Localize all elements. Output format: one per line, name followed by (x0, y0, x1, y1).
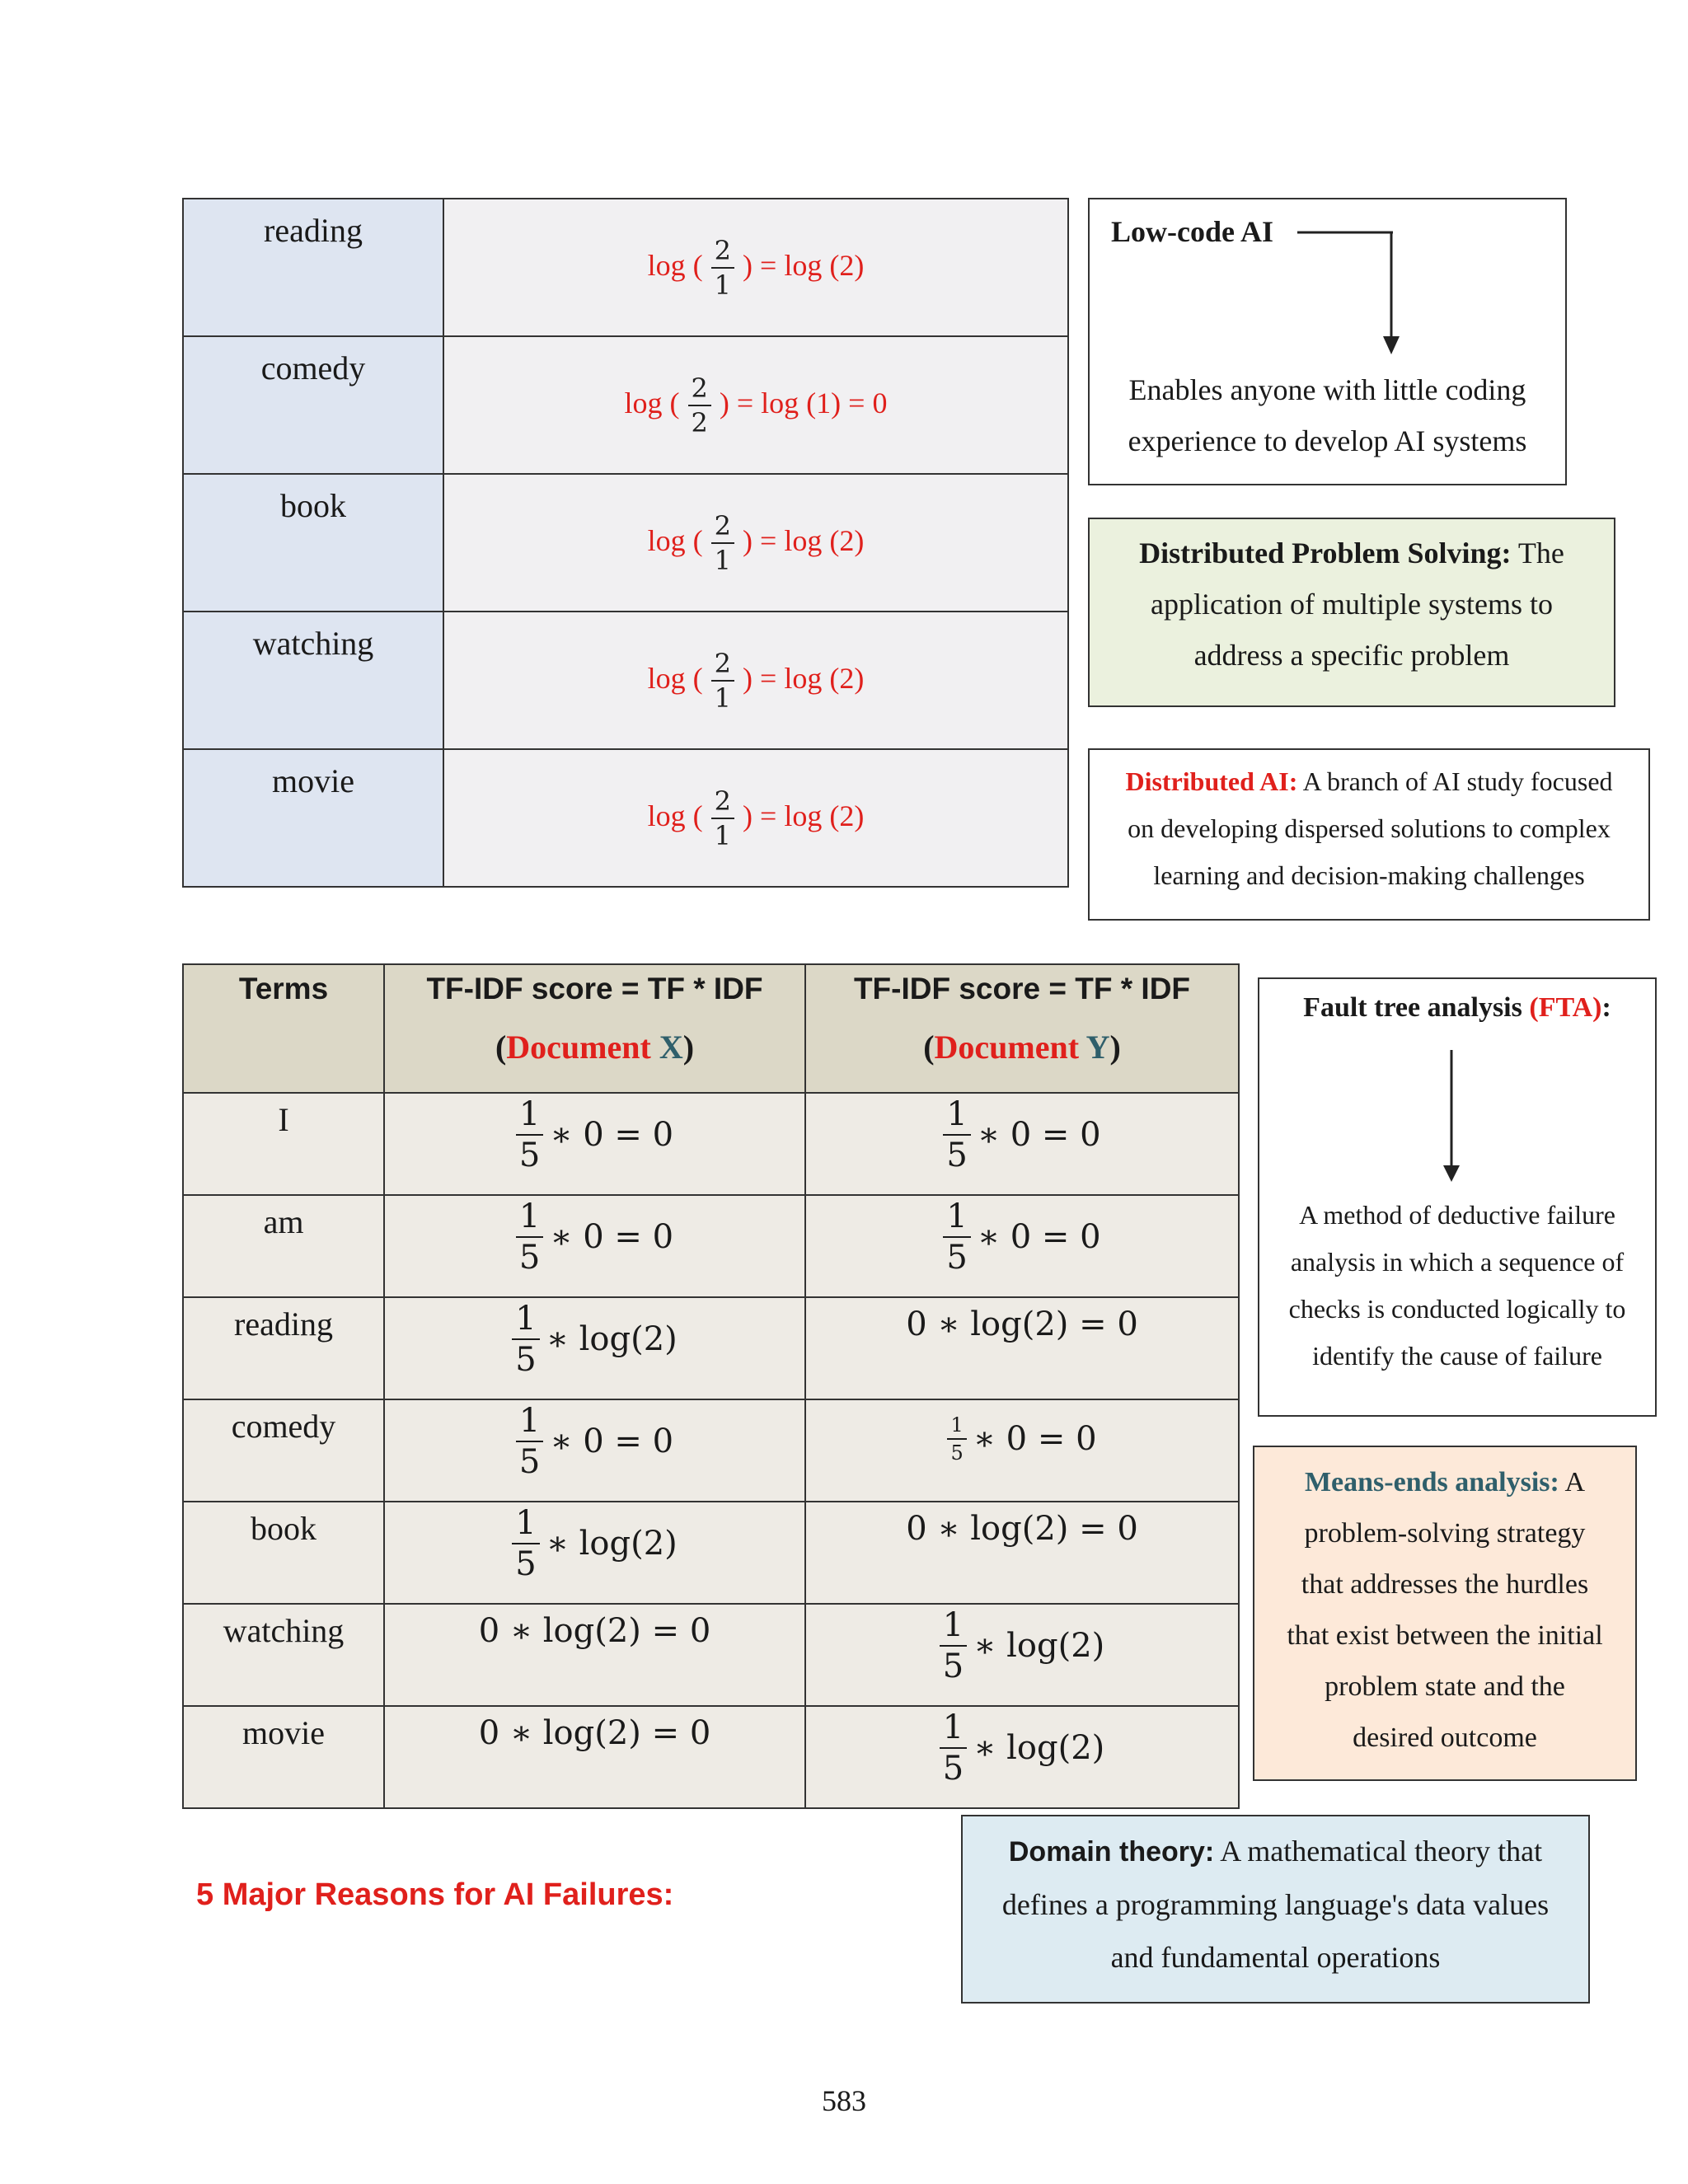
fta-line4: identify the cause of failure (1312, 1341, 1602, 1371)
tfidf-row (183, 1502, 1239, 1604)
idf-term: book (183, 474, 443, 612)
tfidf-score-x: $\frac{1}{5}$ ∗ 0 = 0 (384, 1399, 805, 1502)
failures-heading: 5 Major Reasons for AI Failures: (196, 1877, 674, 1912)
fraction: $\frac{1}{5}$ (940, 1711, 967, 1785)
mea-line2: problem-solving strategy (1304, 1518, 1586, 1549)
idf-value: log ( $\frac{2}{1}$ ) = log (2) (443, 749, 1068, 887)
domain-term: Domain theory: (1008, 1836, 1215, 1868)
tfidf-score-y: 0 ∗ log(2) = 0 (805, 1297, 1239, 1399)
idf-row (183, 749, 1068, 887)
tfidf-term: am (183, 1195, 384, 1297)
tfidf-row (183, 1604, 1239, 1706)
distributed-ai-box (1088, 748, 1650, 921)
header-terms: Terms (183, 964, 384, 1093)
means-ends-analysis-box (1253, 1446, 1637, 1781)
tfidf-table (182, 963, 1240, 1809)
idf-term: watching (183, 612, 443, 749)
arrow-down-icon (1439, 1048, 1464, 1188)
fta-colon: : (1601, 992, 1611, 1023)
domain-theory-box (961, 1815, 1590, 2004)
page-number: 583 (822, 2084, 866, 2117)
dai-rest: A branch of AI study focused (1297, 766, 1613, 796)
idf-term: movie (183, 749, 443, 887)
mea-line6: desired outcome (1353, 1722, 1537, 1753)
fraction: $\frac{1}{5}$ (512, 1302, 539, 1376)
tfidf-term: book (183, 1502, 384, 1604)
fraction: $\frac{2}{1}$ (711, 788, 734, 849)
distributed-problem-solving-box (1088, 518, 1615, 707)
tfidf-score-x: $\frac{1}{5}$ ∗ log(2) (384, 1297, 805, 1399)
tfidf-score-y: $\frac{1}{5}$ ∗ 0 = 0 (805, 1093, 1239, 1195)
fraction: $\frac{2}{2}$ (688, 375, 711, 436)
low-code-ai-box (1088, 198, 1567, 485)
tfidf-row (183, 1399, 1239, 1502)
domain-line3: and fundamental operations (1110, 1941, 1441, 1974)
dai-term: Distributed AI: (1125, 766, 1298, 796)
fraction: $\frac{1}{5}$ (516, 1098, 543, 1172)
idf-row (183, 336, 1068, 474)
fault-tree-analysis-box (1258, 977, 1657, 1417)
idf-value: log ( $\frac{2}{1}$ ) = log (2) (443, 199, 1068, 336)
idf-term: reading (183, 199, 443, 336)
idf-value: log ( $\frac{2}{2}$ ) = log (1) = 0 (443, 336, 1068, 474)
tfidf-score-y: $\frac{1}{5}$ ∗ 0 = 0 (805, 1399, 1239, 1502)
low-code-ai-title: Low-code AI (1111, 215, 1273, 248)
mea-term: Means-ends analysis: (1304, 1467, 1559, 1497)
tfidf-score-y: $\frac{1}{5}$ ∗ log(2) (805, 1706, 1239, 1808)
tfidf-row (183, 1706, 1239, 1808)
dai-line3: learning and decision-making challenges (1153, 860, 1585, 890)
mea-rest: A (1559, 1467, 1586, 1497)
tfidf-score-x: $\frac{1}{5}$ ∗ log(2) (384, 1502, 805, 1604)
dps-rest: The (1511, 537, 1564, 569)
idf-row (183, 199, 1068, 336)
idf-table (182, 198, 1069, 888)
dps-line2: application of multiple systems to (1151, 588, 1553, 621)
arrow-down-icon (1296, 231, 1403, 363)
fta-term: Fault tree analysis (1303, 992, 1530, 1023)
fraction: $\frac{2}{1}$ (711, 650, 734, 711)
low-code-ai-line2: experience to develop AI systems (1128, 424, 1527, 457)
fta-abbr: (FTA) (1529, 992, 1602, 1023)
dps-term: Distributed Problem Solving: (1139, 537, 1512, 569)
header-document-x: TF-IDF score = TF * IDF (Document X) (384, 964, 805, 1093)
header-document-y: TF-IDF score = TF * IDF (Document Y) (805, 964, 1239, 1093)
fta-line3: checks is conducted logically to (1288, 1294, 1626, 1324)
tfidf-row (183, 1195, 1239, 1297)
idf-row (183, 474, 1068, 612)
tfidf-score-y: 0 ∗ log(2) = 0 (805, 1502, 1239, 1604)
tfidf-score-y: $\frac{1}{5}$ ∗ 0 = 0 (805, 1195, 1239, 1297)
tfidf-row (183, 1297, 1239, 1399)
tfidf-score-x: $\frac{1}{5}$ ∗ 0 = 0 (384, 1093, 805, 1195)
tfidf-term: watching (183, 1604, 384, 1706)
tfidf-term: movie (183, 1706, 384, 1808)
fraction: $\frac{1}{5}$ (516, 1200, 543, 1274)
tfidf-term: comedy (183, 1399, 384, 1502)
tfidf-score-x: $\frac{1}{5}$ ∗ 0 = 0 (384, 1195, 805, 1297)
tfidf-term: I (183, 1093, 384, 1195)
fraction: $\frac{2}{1}$ (711, 237, 734, 298)
fraction: $\frac{1}{5}$ (947, 1415, 966, 1463)
dai-line2: on developing dispersed solutions to complex (1128, 813, 1611, 843)
fraction: $\frac{1}{5}$ (512, 1507, 539, 1581)
tfidf-row (183, 1093, 1239, 1195)
mea-line4: that exist between the initial (1287, 1620, 1603, 1651)
idf-value: log ( $\frac{2}{1}$ ) = log (2) (443, 474, 1068, 612)
fta-line1: A method of deductive failure (1299, 1200, 1615, 1230)
low-code-ai-line1: Enables anyone with little coding (1128, 373, 1526, 406)
tfidf-score-y: $\frac{1}{5}$ ∗ log(2) (805, 1604, 1239, 1706)
fraction: $\frac{1}{5}$ (943, 1098, 970, 1172)
fraction: $\frac{1}{5}$ (943, 1200, 970, 1274)
tfidf-score-x: 0 ∗ log(2) = 0 (384, 1706, 805, 1808)
idf-row (183, 612, 1068, 749)
fraction: $\frac{1}{5}$ (940, 1609, 967, 1683)
domain-line2: defines a programming language's data values (1001, 1888, 1550, 1921)
idf-term: comedy (183, 336, 443, 474)
mea-line3: that addresses the hurdles (1301, 1569, 1589, 1600)
fraction: $\frac{2}{1}$ (711, 513, 734, 574)
dps-line3: address a specific problem (1193, 639, 1510, 672)
fta-line2: analysis in which a sequence of (1290, 1247, 1625, 1277)
domain-rest: A mathematical theory that (1214, 1835, 1543, 1868)
tfidf-term: reading (183, 1297, 384, 1399)
mea-line5: problem state and the (1325, 1671, 1565, 1702)
fraction: $\frac{1}{5}$ (516, 1404, 543, 1479)
tfidf-score-x: 0 ∗ log(2) = 0 (384, 1604, 805, 1706)
idf-value: log ( $\frac{2}{1}$ ) = log (2) (443, 612, 1068, 749)
